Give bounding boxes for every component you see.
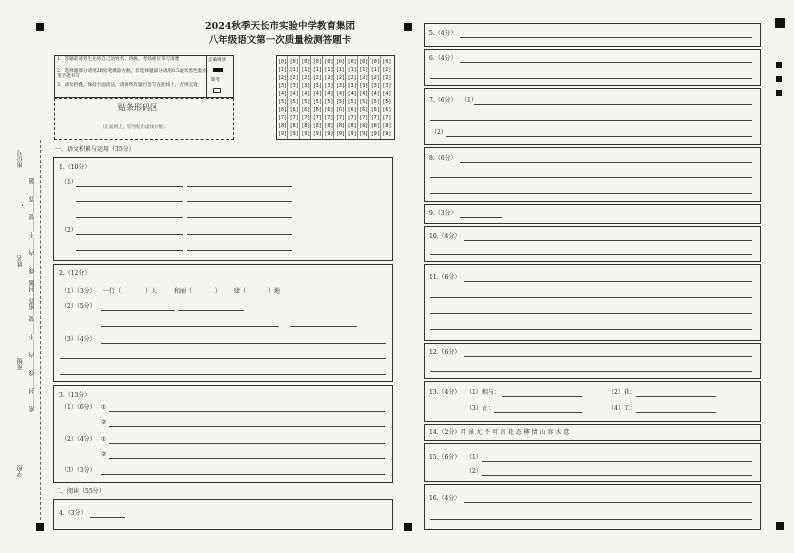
q13-answer-box[interactable] — [424, 381, 761, 422]
q3-2-circ1: ① — [101, 436, 107, 443]
alignment-mark-bottom-right — [776, 522, 784, 530]
exam-number-bubble[interactable]: [9] — [289, 131, 299, 137]
exam-number-bubble[interactable]: [4] — [324, 91, 334, 97]
q2-line-3a — [101, 343, 386, 344]
exam-number-bubble[interactable]: [5] — [301, 99, 311, 105]
q3-line-2b — [109, 458, 385, 459]
exam-number-bubble[interactable]: [0] — [359, 59, 369, 65]
absent-label: 缺考 — [211, 78, 220, 83]
q1-sub1: （1） — [61, 179, 77, 186]
exam-number-bubble[interactable]: [7] — [324, 115, 334, 121]
exam-number-bubble[interactable]: [1] — [359, 67, 369, 73]
exam-number-bubble[interactable]: [4] — [382, 91, 392, 97]
q13-line-4 — [636, 412, 716, 413]
exam-number-grid — [276, 55, 395, 140]
exam-number-column — [381, 56, 392, 139]
q12-line-a — [464, 356, 752, 357]
q3-line-2a — [109, 443, 385, 444]
q16-line-b — [430, 519, 752, 520]
exam-number-bubble[interactable]: [0] — [324, 59, 334, 65]
alignment-mark-top-right — [775, 18, 785, 28]
q2-line-3b — [60, 358, 386, 359]
q10-answer-box[interactable] — [424, 226, 761, 262]
q1-line-1a — [76, 186, 183, 187]
q3-sub2: （2）（4分） — [61, 436, 96, 443]
q15-answer-box[interactable] — [424, 443, 761, 482]
q13-sub2: （2）获： — [608, 389, 636, 396]
alignment-mark-right-2 — [776, 76, 782, 82]
exam-number-bubble[interactable]: [8] — [278, 123, 288, 129]
q2-line-2a — [101, 310, 175, 311]
q7-label: 7.（6分） — [429, 97, 457, 104]
note-3: 3．请勿折叠，保持卡面清洁，请将所有题目答写在此线上，否则无效 — [57, 83, 198, 88]
q2-sub1: （1）（3分） — [61, 288, 96, 295]
q1-label: 1.（10分） — [59, 164, 91, 171]
exam-number-bubble[interactable]: [0] — [312, 59, 322, 65]
q7-line-1a — [474, 104, 752, 105]
exam-number-bubble[interactable]: [5] — [312, 99, 322, 105]
q1-line-1e — [76, 217, 183, 218]
alignment-mark-top-left — [36, 23, 44, 31]
exam-number-bubble[interactable]: [1] — [347, 67, 357, 73]
exam-number-bubble[interactable]: [0] — [382, 59, 392, 65]
seal-dash-line — [40, 140, 41, 520]
exam-number-bubble[interactable]: [0] — [370, 59, 380, 65]
q2-word2: ）人 — [145, 288, 158, 295]
q11-line-b — [430, 297, 752, 298]
exam-number-bubble[interactable]: [1] — [289, 67, 299, 73]
exam-number-bubble[interactable]: [8] — [382, 123, 392, 129]
exam-number-bubble[interactable]: [8] — [312, 123, 322, 129]
exam-number-bubble[interactable]: [4] — [301, 91, 311, 97]
q6-line-b — [430, 78, 752, 79]
exam-number-bubble[interactable]: [6] — [382, 107, 392, 113]
exam-number-bubble[interactable]: [7] — [336, 115, 346, 121]
exam-number-bubble[interactable]: [2] — [336, 75, 346, 81]
exam-number-bubble[interactable]: [5] — [289, 99, 299, 105]
q1-line-1b — [187, 186, 292, 187]
q2-answer-box[interactable] — [53, 264, 393, 382]
exam-number-bubble[interactable]: [9] — [312, 131, 322, 137]
q3-line-1a — [109, 411, 385, 412]
exam-number-bubble[interactable]: [4] — [359, 91, 369, 97]
exam-title-line2: 八年级语文第一次质量检测答题卡 — [208, 35, 352, 46]
q14-prompt: 14.（2分）月 景 尤 不 可 言 花 态 柳 情 山 容 水 意 — [429, 429, 570, 436]
exam-number-bubble[interactable]: [1] — [301, 67, 311, 73]
exam-number-bubble[interactable]: [8] — [301, 123, 311, 129]
exam-number-bubble[interactable]: [1] — [324, 67, 334, 73]
q15-line-2 — [482, 475, 752, 476]
q13-sub3: （3）止： — [466, 405, 494, 412]
exam-number-bubble[interactable]: [3] — [301, 83, 311, 89]
exam-number-bubble[interactable]: [6] — [312, 107, 322, 113]
seal-line-bottom: 密……封……线……内……不……要……答……题 — [29, 280, 36, 412]
exam-number-bubble[interactable]: [6] — [301, 107, 311, 113]
seat-label: 座位号 — [17, 150, 24, 168]
exam-number-bubble[interactable]: [0] — [278, 59, 288, 65]
q9-label: 9.（3分） — [429, 210, 457, 217]
q11-line-a — [464, 281, 752, 282]
q1-sub2: （2） — [61, 227, 77, 234]
exam-number-bubble[interactable]: [6] — [336, 107, 346, 113]
exam-number-bubble[interactable]: [8] — [324, 123, 334, 129]
exam-number-bubble[interactable]: [2] — [382, 75, 392, 81]
exam-number-bubble[interactable]: [9] — [370, 131, 380, 137]
exam-number-bubble[interactable]: [7] — [347, 115, 357, 121]
q9-answer-box[interactable] — [424, 204, 761, 224]
exam-number-bubble[interactable]: [1] — [370, 67, 380, 73]
exam-number-bubble[interactable]: [6] — [324, 107, 334, 113]
q1-line-1f — [187, 217, 292, 218]
exam-number-bubble[interactable]: [3] — [312, 83, 322, 89]
exam-number-bubble[interactable]: [0] — [289, 59, 299, 65]
q10-line-a — [464, 240, 752, 241]
exam-number-bubble[interactable]: [7] — [359, 115, 369, 121]
exam-number-bubble[interactable]: [2] — [278, 75, 288, 81]
exam-number-bubble[interactable]: [7] — [312, 115, 322, 121]
q16-answer-box[interactable] — [424, 484, 761, 530]
exam-number-bubble[interactable]: [5] — [359, 99, 369, 105]
exam-number-bubble[interactable]: [5] — [336, 99, 346, 105]
exam-number-column — [323, 56, 334, 139]
q13-line-1 — [502, 396, 582, 397]
q2-line-2c — [101, 326, 279, 327]
q3-line-3 — [101, 474, 385, 475]
exam-number-bubble[interactable]: [2] — [370, 75, 380, 81]
q2-word4: ） — [215, 288, 222, 295]
exam-number-column — [335, 56, 346, 139]
q11-label: 11.（6分） — [429, 274, 461, 281]
alignment-mark-right-3 — [776, 90, 782, 96]
q6-answer-box[interactable] — [424, 49, 761, 86]
exam-number-bubble[interactable]: [9] — [336, 131, 346, 137]
exam-number-bubble[interactable]: [4] — [336, 91, 346, 97]
alignment-mark-top-center — [404, 23, 412, 31]
exam-number-column — [289, 56, 300, 139]
exam-number-bubble[interactable]: [6] — [370, 107, 380, 113]
q2-word3: 和丽（ — [174, 288, 193, 295]
q2-sub2: （2）（5分） — [61, 303, 96, 310]
q3-sub1: （1）（6分） — [61, 404, 96, 411]
exam-number-bubble[interactable]: [6] — [289, 107, 299, 113]
q3-1-circ2: ② — [101, 419, 107, 426]
exam-number-bubble[interactable]: [3] — [359, 83, 369, 89]
school-label: 学校 — [17, 465, 24, 477]
exam-number-bubble[interactable]: [8] — [359, 123, 369, 129]
q5-label: 5.（4分） — [429, 30, 457, 37]
exam-number-bubble[interactable]: [5] — [347, 99, 357, 105]
q7-sub2: （2） — [431, 129, 447, 136]
exam-number-bubble[interactable]: [8] — [289, 123, 299, 129]
exam-number-bubble[interactable]: [2] — [312, 75, 322, 81]
exam-number-bubble[interactable]: [0] — [336, 59, 346, 65]
q7-line-1b — [430, 120, 752, 121]
q2-line-3c — [60, 374, 386, 375]
exam-number-bubble[interactable]: [5] — [324, 99, 334, 105]
q11-line-d — [430, 329, 752, 330]
exam-number-bubble[interactable]: [9] — [278, 131, 288, 137]
exam-number-bubble[interactable]: [6] — [347, 107, 357, 113]
q15-sub1: （1） — [466, 454, 482, 461]
exam-number-bubble[interactable]: [5] — [382, 99, 392, 105]
exam-number-bubble[interactable]: [2] — [301, 75, 311, 81]
class-label: 班级 — [17, 358, 24, 370]
exam-number-bubble[interactable]: [9] — [301, 131, 311, 137]
exam-number-bubble[interactable]: [2] — [347, 75, 357, 81]
q6-line-a — [460, 62, 752, 63]
q12-line-b — [430, 371, 752, 372]
q13-sub4: （4）工： — [608, 405, 636, 412]
exam-number-bubble[interactable]: [1] — [382, 67, 392, 73]
exam-number-bubble[interactable]: [1] — [312, 67, 322, 73]
alignment-mark-bottom-left — [36, 523, 44, 531]
exam-number-bubble[interactable]: [0] — [347, 59, 357, 65]
exam-number-bubble[interactable]: [5] — [370, 99, 380, 105]
section2-heading: 二、阅读（55分） — [55, 488, 105, 495]
q4-answer-box[interactable] — [53, 499, 393, 530]
q3-line-1b — [109, 426, 385, 427]
q12-answer-box[interactable] — [424, 343, 761, 379]
exam-number-column — [312, 56, 323, 139]
q5-line — [460, 37, 752, 38]
exam-number-bubble[interactable]: [3] — [289, 83, 299, 89]
q3-2-circ2: ② — [101, 451, 107, 458]
q3-1-circ1: ① — [101, 404, 107, 411]
q13-line-3 — [494, 412, 582, 413]
exam-number-bubble[interactable]: [0] — [301, 59, 311, 65]
exam-title-line1: 2024秋季天长市实验中学教育集团 — [205, 21, 355, 32]
q16-line-a — [464, 502, 752, 503]
q5-answer-box[interactable] — [424, 23, 761, 47]
exam-number-bubble[interactable]: [7] — [278, 115, 288, 121]
exam-number-bubble[interactable]: [9] — [324, 131, 334, 137]
exam-number-column — [277, 56, 288, 139]
note-2: 2．选择题部分请用2B铅笔填涂方框，非选择题部分请用0.5毫米黑色墨水签字笔书写 — [57, 69, 207, 79]
q1-line-2b — [187, 234, 292, 235]
q13-sub1: （1）相与： — [466, 389, 500, 396]
exam-number-bubble[interactable]: [7] — [370, 115, 380, 121]
exam-number-column — [347, 56, 358, 139]
barcode-label: 贴条形码区 — [118, 103, 158, 112]
exam-number-bubble[interactable]: [7] — [382, 115, 392, 121]
q13-label: 13.（4分） — [429, 389, 461, 396]
exam-number-bubble[interactable]: [5] — [278, 99, 288, 105]
exam-number-bubble[interactable]: [3] — [382, 83, 392, 89]
q8-line-a — [460, 162, 752, 163]
exam-number-bubble[interactable]: [1] — [278, 67, 288, 73]
filled-bubble-example — [213, 68, 223, 72]
exam-number-bubble[interactable]: [7] — [289, 115, 299, 121]
exam-number-column — [358, 56, 369, 139]
exam-number-bubble[interactable]: [9] — [347, 131, 357, 137]
q2-line-2b — [178, 310, 244, 311]
exam-number-bubble[interactable]: [8] — [347, 123, 357, 129]
q4-label: 4.（3分） — [59, 510, 87, 517]
q2-label: 2.（12分） — [59, 270, 91, 277]
q7-line-2 — [446, 136, 752, 137]
exam-number-column — [370, 56, 381, 139]
q1-line-2d — [187, 250, 292, 251]
barcode-hint: （正面朝上，切勿贴出虚线方框） — [100, 125, 168, 130]
exam-number-bubble[interactable]: [3] — [278, 83, 288, 89]
section1-heading: 一、语文积累与运用（35分） — [55, 146, 135, 153]
q15-sub2: （2） — [466, 468, 482, 475]
q3-label: 3.（13分） — [59, 392, 91, 399]
alignment-mark-right-1 — [776, 62, 782, 68]
q4-line — [90, 517, 125, 518]
fill-example-label: 正确填涂 — [208, 58, 226, 63]
q6-label: 6.（4分） — [429, 55, 457, 62]
exam-number-bubble[interactable]: [3] — [370, 83, 380, 89]
q2-word1: 一行（ — [103, 288, 122, 295]
q8-line-c — [430, 193, 752, 194]
q1-line-1c — [76, 201, 183, 202]
seal-line-top: 密……封……线……内……不……要……答……题 — [29, 178, 36, 310]
q13-line-2 — [636, 396, 716, 397]
q3-sub3: （3）（3分） — [61, 467, 96, 474]
exam-number-bubble[interactable]: [4] — [278, 91, 288, 97]
q16-label: 16.（4分） — [429, 495, 461, 502]
q8-line-b — [430, 177, 752, 178]
exam-number-bubble[interactable]: [4] — [370, 91, 380, 97]
q11-line-c — [430, 313, 752, 314]
q1-line-2a — [76, 234, 183, 235]
exam-number-bubble[interactable]: [3] — [347, 83, 357, 89]
exam-number-bubble[interactable]: [7] — [301, 115, 311, 121]
q1-line-1d — [187, 201, 292, 202]
exam-number-column — [300, 56, 311, 139]
q1-answer-box[interactable] — [53, 157, 393, 261]
exam-number-bubble[interactable]: [2] — [324, 75, 334, 81]
exam-number-bubble[interactable]: [4] — [289, 91, 299, 97]
q2-word6: ）地 — [268, 288, 281, 295]
exam-number-bubble[interactable]: [8] — [370, 123, 380, 129]
exam-number-bubble[interactable]: [2] — [289, 75, 299, 81]
alignment-mark-bottom-center — [404, 523, 412, 531]
seat-field-line — [22, 205, 23, 206]
q2-line-2d — [290, 326, 357, 327]
exam-number-bubble[interactable]: [8] — [336, 123, 346, 129]
q2-sub3: （3）（4分） — [61, 336, 96, 343]
note-1: 1．答题前请考生先将自己的姓名、班级、考场座位等写清楚 — [57, 57, 180, 62]
exam-number-bubble[interactable]: [4] — [312, 91, 322, 97]
q1-line-2c — [76, 250, 183, 251]
exam-number-bubble[interactable]: [3] — [324, 83, 334, 89]
q3-answer-box[interactable] — [53, 385, 393, 483]
exam-number-bubble[interactable]: [2] — [359, 75, 369, 81]
q2-word5: 肆（ — [234, 288, 247, 295]
name-label: 姓名 — [17, 255, 24, 267]
q9-line — [460, 217, 502, 218]
q15-line-1 — [482, 461, 752, 462]
exam-number-bubble[interactable]: [9] — [359, 131, 369, 137]
exam-number-bubble[interactable]: [9] — [382, 131, 392, 137]
q8-label: 8.（6分） — [429, 155, 457, 162]
q15-label: 15.（6分） — [429, 454, 461, 461]
q10-label: 10.（4分） — [429, 233, 461, 240]
exam-number-bubble[interactable]: [1] — [336, 67, 346, 73]
exam-number-bubble[interactable]: [3] — [336, 83, 346, 89]
exam-number-bubble[interactable]: [6] — [278, 107, 288, 113]
q7-sub1: （1） — [461, 97, 477, 104]
q12-label: 12.（6分） — [429, 349, 461, 356]
absent-checkbox[interactable] — [213, 88, 221, 93]
exam-number-bubble[interactable]: [6] — [359, 107, 369, 113]
exam-number-bubble[interactable]: [4] — [347, 91, 357, 97]
q10-line-b — [430, 254, 752, 255]
